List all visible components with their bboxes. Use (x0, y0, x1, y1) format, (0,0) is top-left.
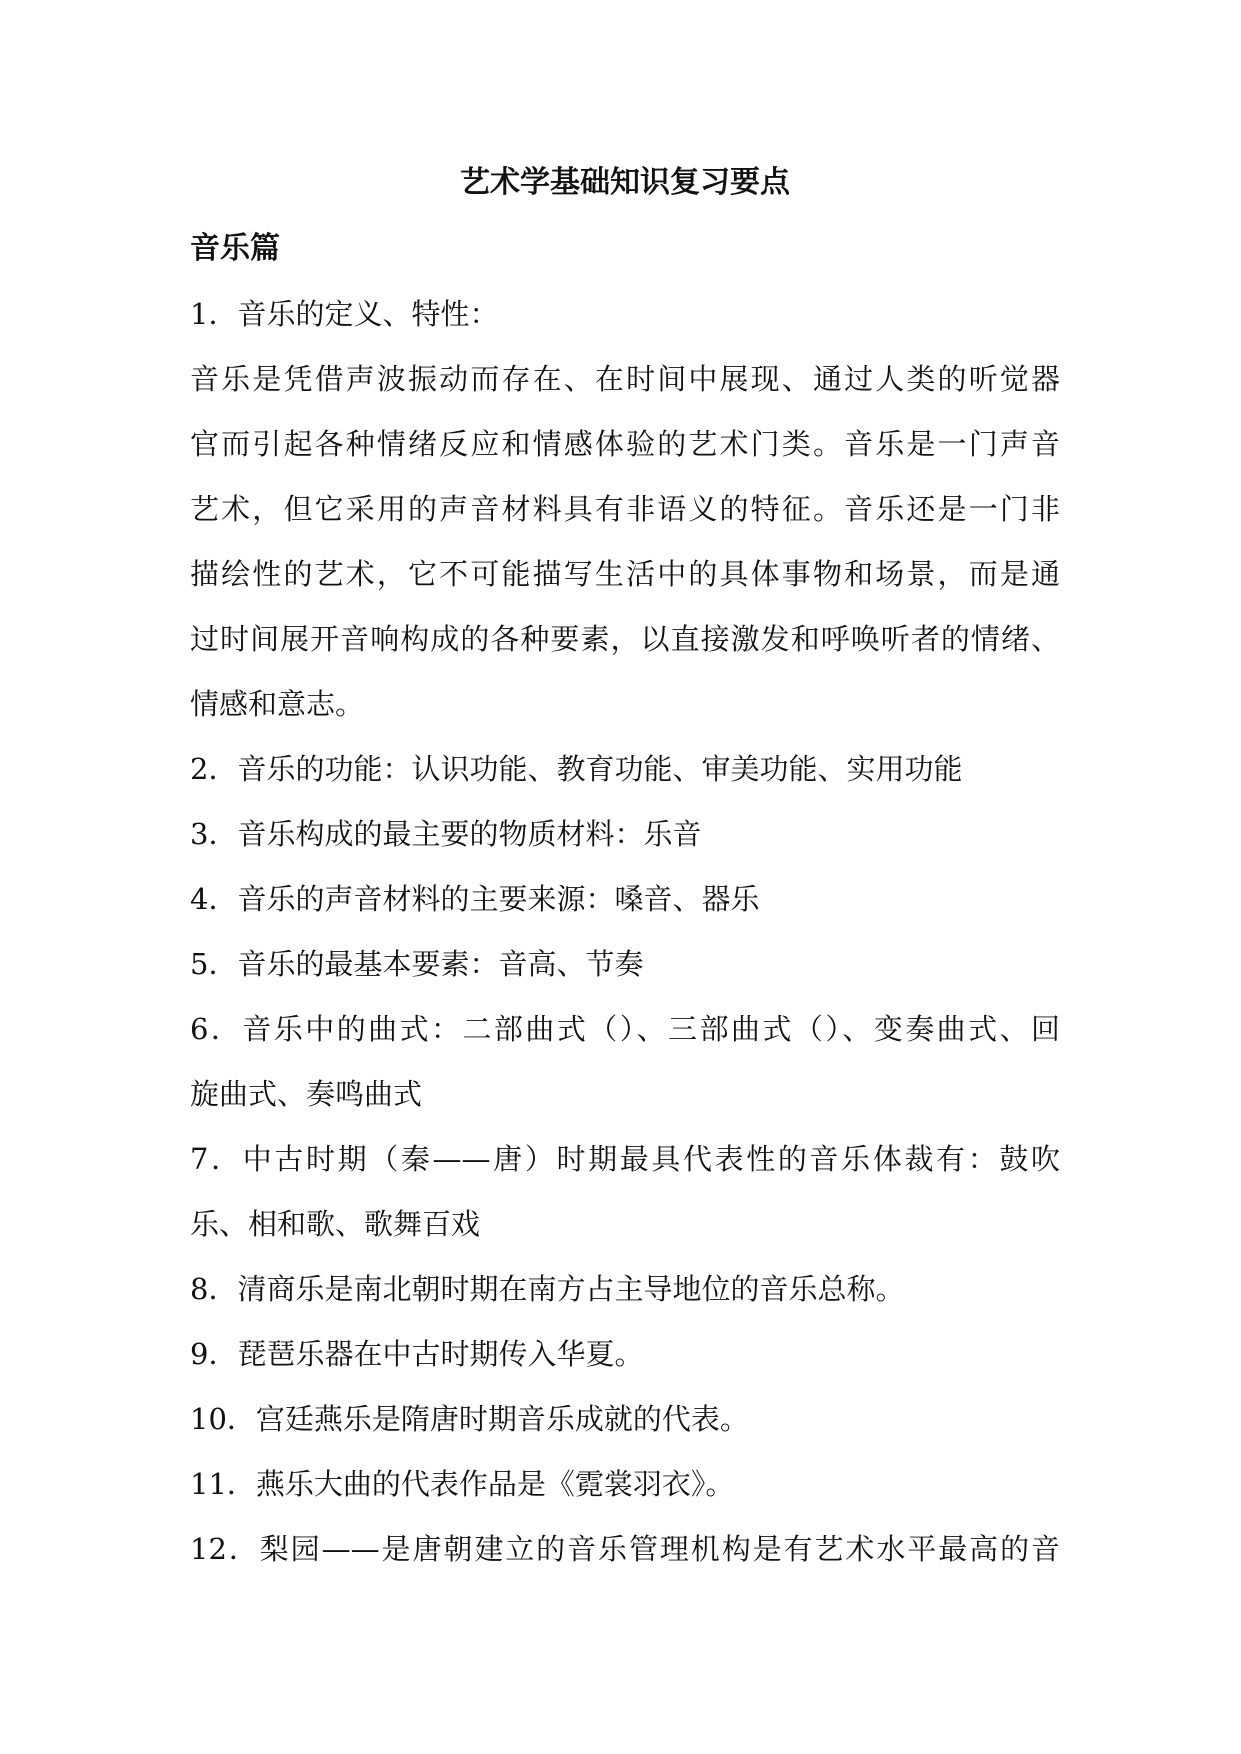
item-3: 3．音乐构成的最主要的物质材料：乐音 (190, 817, 702, 851)
document-body (190, 150, 1060, 1582)
item-2: 2．音乐的功能：认识功能、教育功能、审美功能、实用功能 (190, 752, 963, 786)
item-7-continued: 乐、相和歌、歌舞百戏 (190, 1207, 481, 1241)
definition-paragraph-line: 描绘性的艺术，它不可能描写生活中的具体事物和场景，而是通 (190, 557, 1060, 591)
item-6: 6．音乐中的曲式：二部曲式（）、三部曲式（）、变奏曲式、回 (190, 1012, 1060, 1046)
item-6-continued: 旋曲式、奏鸣曲式 (190, 1077, 423, 1111)
item-5: 5．音乐的最基本要素：音高、节奏 (190, 947, 644, 981)
item-12: 12．梨园——是唐朝建立的音乐管理机构是有艺术水平最高的音 (190, 1532, 1060, 1566)
item-1-heading: 1．音乐的定义、特性： (190, 297, 499, 331)
section-heading-music: 音乐篇 (190, 231, 280, 266)
definition-paragraph-line: 过时间展开音响构成的各种要素，以直接激发和呼唤听者的情绪、 (190, 622, 1060, 656)
document-title: 艺术学基础知识复习要点 (460, 165, 790, 200)
item-9: 9．琵琶乐器在中古时期传入华夏。 (190, 1337, 644, 1371)
definition-paragraph-line: 官而引起各种情绪反应和情感体验的艺术门类。音乐是一门声音 (190, 427, 1060, 461)
item-11: 11．燕乐大曲的代表作品是《霓裳羽衣》。 (190, 1467, 735, 1501)
item-8: 8．清商乐是南北朝时期在南方占主导地位的音乐总称。 (190, 1272, 905, 1306)
definition-paragraph-line: 艺术，但它采用的声音材料具有非语义的特征。音乐还是一门非 (190, 492, 1060, 526)
item-4: 4．音乐的声音材料的主要来源：嗓音、器乐 (190, 882, 760, 916)
definition-paragraph-line: 情感和意志。 (190, 687, 365, 721)
item-10: 10．宫廷燕乐是隋唐时期音乐成就的代表。 (190, 1402, 749, 1436)
item-7: 7．中古时期（秦——唐）时期最具代表性的音乐体裁有：鼓吹 (190, 1142, 1060, 1176)
definition-paragraph-line: 音乐是凭借声波振动而存在、在时间中展现、通过人类的听觉器 (190, 362, 1060, 396)
